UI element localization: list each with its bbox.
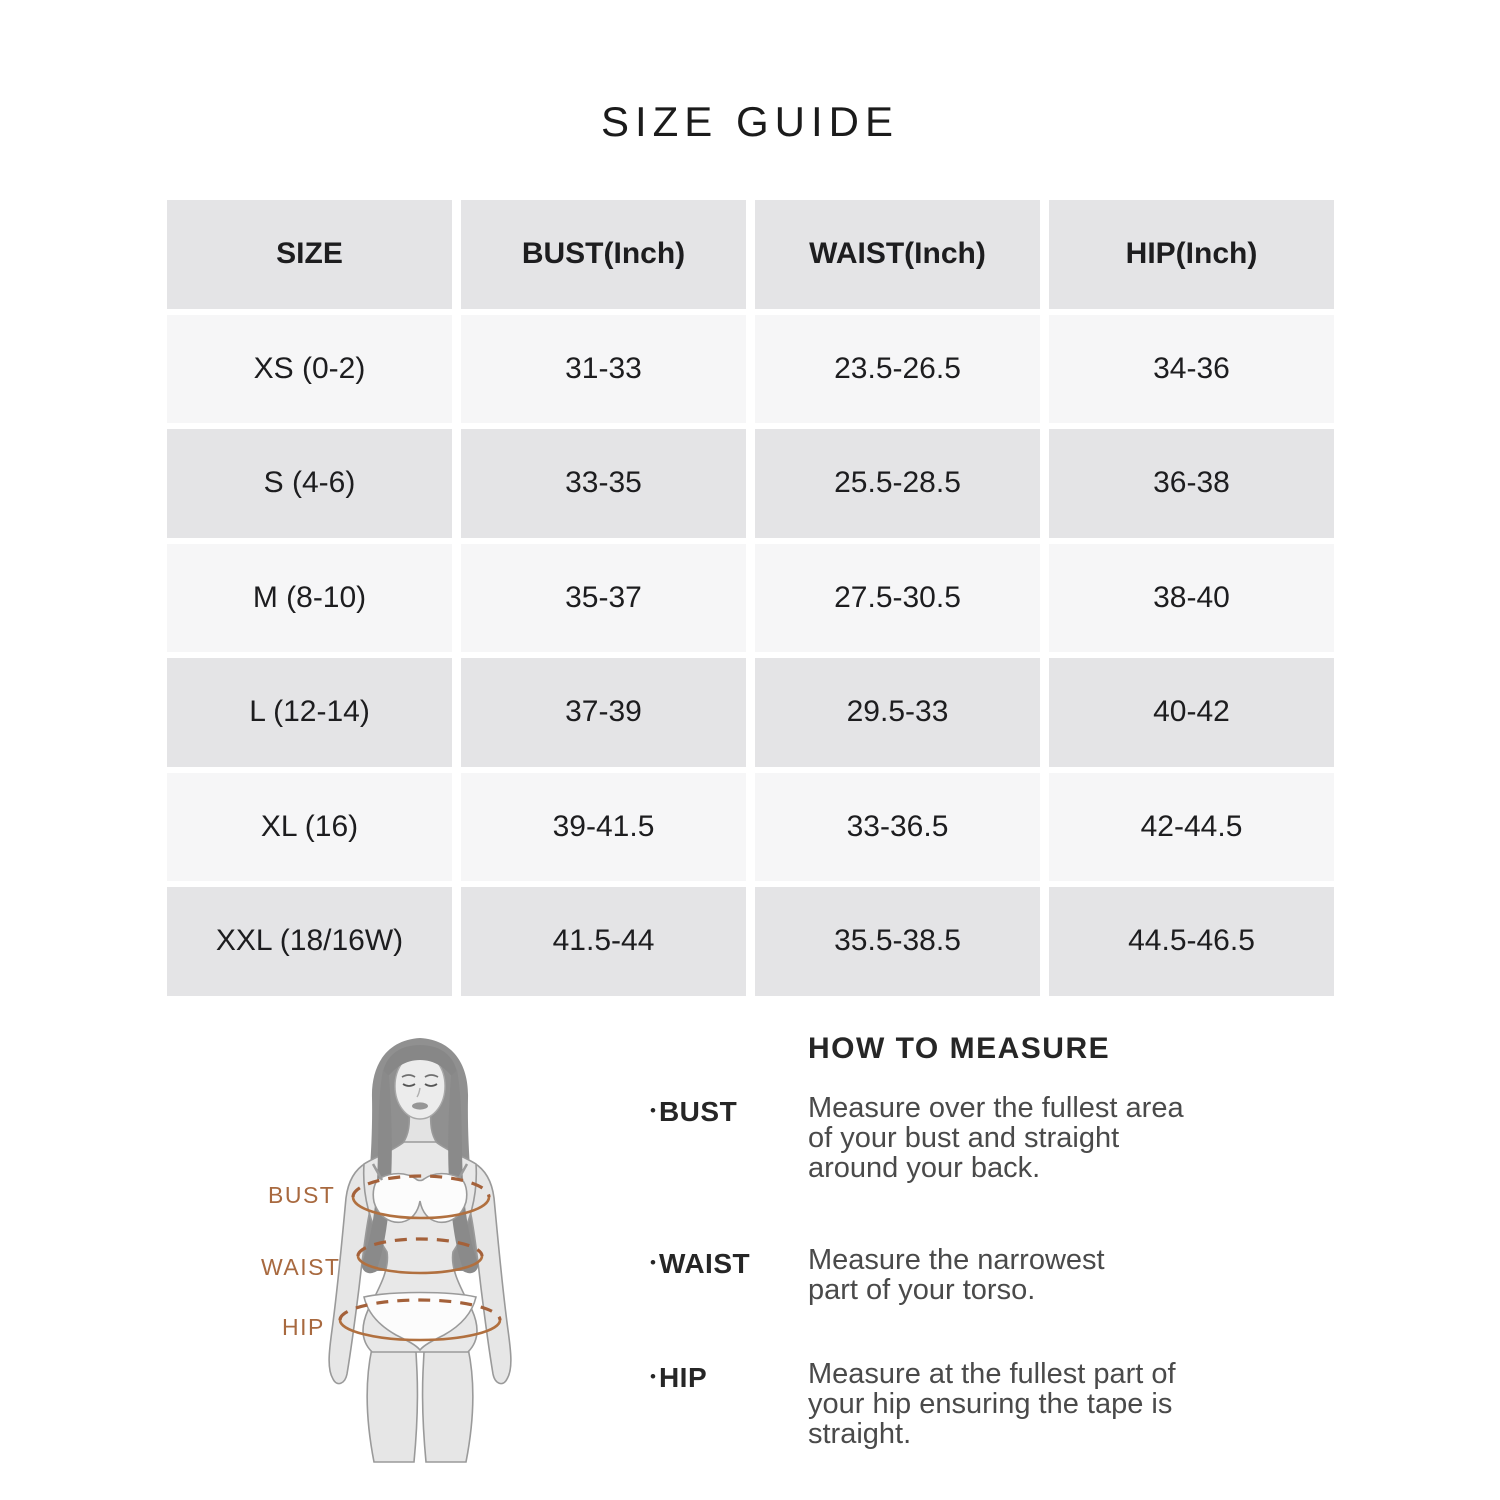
table-cell-waist: 29.5-33 [755, 658, 1040, 767]
measure-label-hip: HIP [658, 1362, 708, 1393]
measure-item-hip [650, 1359, 1350, 1449]
table-cell-waist: 25.5-28.5 [755, 429, 1040, 538]
description-line: Measure the narrowest [808, 1244, 1105, 1276]
column-header-size: SIZE [167, 200, 452, 309]
measure-item-waist [650, 1245, 1350, 1305]
measure-description-waist [808, 1245, 1350, 1305]
table-cell-hip: 44.5-46.5 [1049, 887, 1334, 996]
measure-description-hip [808, 1359, 1350, 1449]
figure-label-waist: WAIST [261, 1254, 341, 1280]
table-cell-waist: 27.5-30.5 [755, 544, 1040, 653]
table-cell-bust: 39-41.5 [461, 773, 746, 882]
table-cell-bust: 37-39 [461, 658, 746, 767]
how-to-measure-section [650, 1032, 1350, 1449]
column-header-hip: HIP(Inch) [1049, 200, 1334, 309]
how-to-measure-heading: HOW TO MEASURE [808, 1032, 1111, 1065]
description-line: straight. [808, 1418, 912, 1450]
bullet-icon: • [650, 1367, 656, 1386]
description-line: Measure at the fullest part of [808, 1358, 1176, 1390]
table-cell-hip: 38-40 [1049, 544, 1334, 653]
table-cell-size: M (8-10) [167, 544, 452, 653]
table-cell-waist: 33-36.5 [755, 773, 1040, 882]
table-cell-size: XL (16) [167, 773, 452, 882]
bullet-icon: • [650, 1101, 656, 1120]
table-cell-size: XXL (18/16W) [167, 887, 452, 996]
bullet-icon: • [650, 1253, 656, 1272]
measurement-figure [230, 1030, 630, 1500]
table-cell-size: L (12-14) [167, 658, 452, 767]
description-line: part of your torso. [808, 1274, 1036, 1306]
size-table [167, 200, 1334, 996]
measure-label-bust: BUST [658, 1096, 738, 1127]
table-cell-waist: 23.5-26.5 [755, 315, 1040, 424]
description-line: your hip ensuring the tape is [808, 1388, 1173, 1420]
table-cell-bust: 33-35 [461, 429, 746, 538]
table-cell-bust: 41.5-44 [461, 887, 746, 996]
page-title: SIZE GUIDE [600, 98, 900, 145]
table-cell-hip: 34-36 [1049, 315, 1334, 424]
measure-description-bust [808, 1093, 1350, 1183]
table-cell-hip: 36-38 [1049, 429, 1334, 538]
table-cell-hip: 42-44.5 [1049, 773, 1334, 882]
measure-item-bust [650, 1093, 1350, 1183]
column-header-bust: BUST(Inch) [461, 200, 746, 309]
figure-label-bust: BUST [268, 1182, 336, 1208]
description-line: Measure over the fullest area [808, 1092, 1184, 1124]
description-line: around your back. [808, 1152, 1041, 1184]
figure-label-hip: HIP [282, 1314, 325, 1340]
table-cell-size: XS (0-2) [167, 315, 452, 424]
description-line: of your bust and straight [808, 1122, 1120, 1154]
table-cell-bust: 35-37 [461, 544, 746, 653]
table-cell-waist: 35.5-38.5 [755, 887, 1040, 996]
measure-label-waist: WAIST [658, 1248, 751, 1279]
table-cell-bust: 31-33 [461, 315, 746, 424]
table-cell-size: S (4-6) [167, 429, 452, 538]
table-cell-hip: 40-42 [1049, 658, 1334, 767]
column-header-waist: WAIST(Inch) [755, 200, 1040, 309]
